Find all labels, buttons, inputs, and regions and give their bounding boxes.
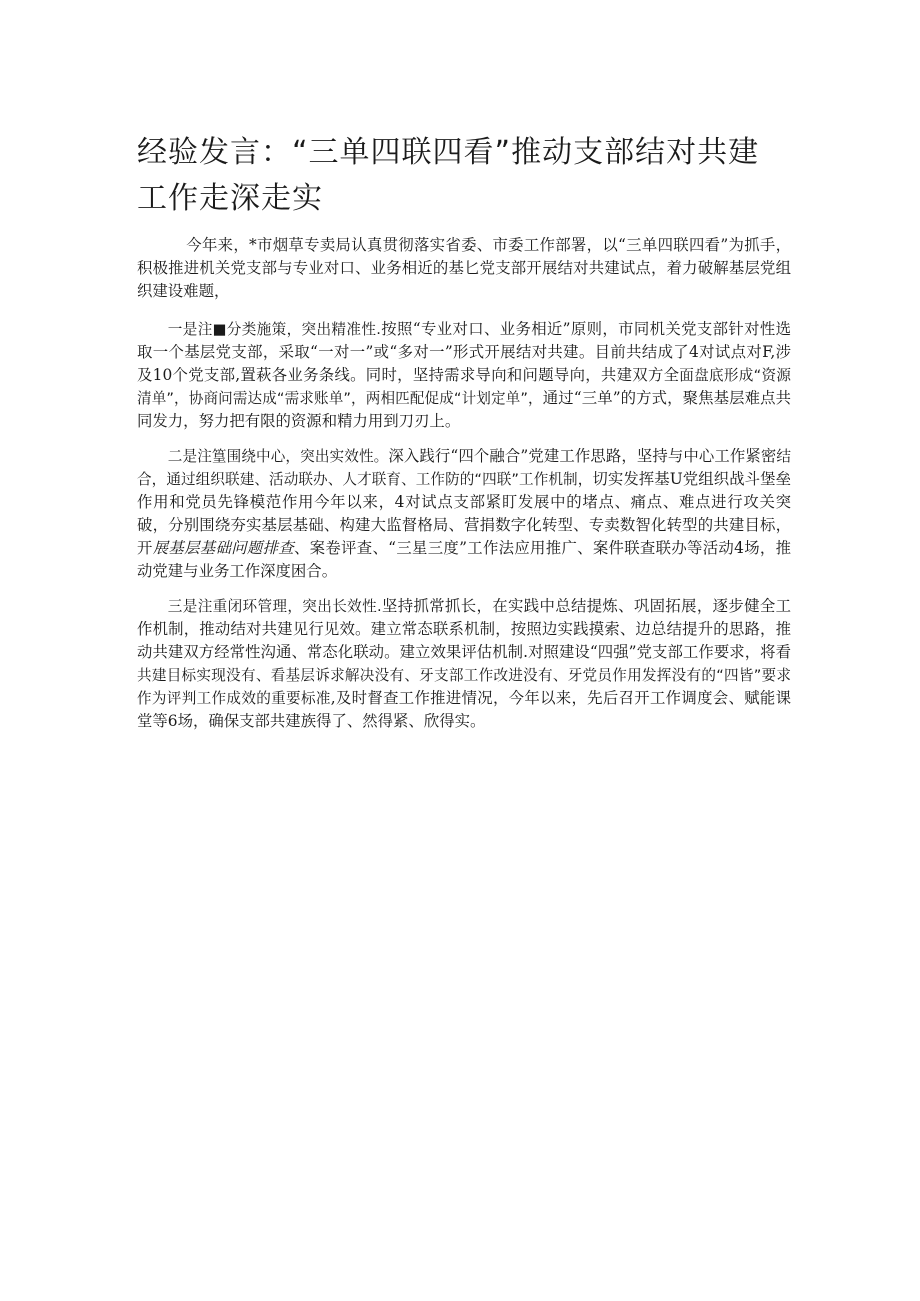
page-title: 经验发言：“三单四联四看”推动支部结对共建工作走深走实 <box>137 135 760 216</box>
section-2-text-c: 、案卷评查、“三星三度”工作法应用推广、案件联查联办等活动4场，推动党建与业务工作深度困合。 <box>137 539 791 580</box>
intro-paragraph: 今年来，*市烟草专卖局认真贯彻落实省委、市委工作部署，以“三单四联四看”为抓手，积极推进机关党支部与专业对口、业务相近的基匕党支部开展结对共建试点，着力破解基层党组织建设难题， <box>137 236 791 300</box>
section-2-lead: 二是注篁围绕中心，突出实效性。 <box>167 448 389 465</box>
section-3-text-a: 坚持抓常抓长，在实践中总结提炼、巩固拓展，逐步健全工作机制，推动结对共建见行见效。建立常态联系机制，按照边实践摸索、边总结提升的思路，推动共建双方经常性沟通、常态化联动。建立效果评估机制.对照建设“四强”党支部工作要求，将看 <box>137 597 791 661</box>
section-1-text-sans: 面盘底形成“资源清单”，协商问需达成“需求账单”，两相匹配促成“计划定单”， <box>137 367 791 407</box>
section-1-text-a: 按照“专业对口、业务相近”原则，市同机关党支部针对性选取一个基层党支部，采取“一对一”或“多对一”形式开展结对共建。目前共结成了4对试点对F,涉及10个党支部,置萩各业务条线。同时，坚持需求导向和问题导向，共建双方全 <box>137 320 791 384</box>
section-paragraph-1 <box>137 318 791 433</box>
section-3-text-b: ,及时督查工作推进情况，今年以来，先后召开工作调度会、赋能课堂等6场，确保支部共建族得了、然得紧、欣得实。 <box>137 689 791 730</box>
section-paragraph-3 <box>137 595 791 733</box>
section-3-text-sans: 共建目标实现没有、看基层诉求解决没有、牙支部工作改进没有、牙党员作用发挥没有的“四皆”要求作为评判工作成效的重要标准 <box>137 667 791 707</box>
section-2-text-a: 深入践行“四个融合”党建工作思路，坚持与中心工作紧密 <box>388 447 777 465</box>
section-1-text-b: 通过“三单”的方式，聚焦基层难点共同发力，努力把有限的资源和精力用到刀刃上。 <box>137 389 791 430</box>
section-2-text-b: 切实发挥基U党组织战斗堡垒作用和党员先锋模范作用今年以来，4对试点支部紧盯发展中的堵点、痛点、难点进行攻关突破，分别围绕夯实基层基础、构建大监督格局、营捐数字化转型、专卖数智化转型的共建目标，开 <box>137 470 791 557</box>
document-body <box>137 234 791 745</box>
section-paragraph-2 <box>137 445 791 583</box>
section-1-lead: 一是注■分类施策，突出精准性. <box>167 321 381 338</box>
section-3-lead: 三是注重闭环管理，突出长效性. <box>167 598 382 615</box>
section-2-text-sans: 结合，通过组织联建、活动联办、人才联育、工作防的“四联”工作机制， <box>137 448 791 488</box>
section-2-text-italic: 展基层基础问题排查 <box>152 539 294 557</box>
